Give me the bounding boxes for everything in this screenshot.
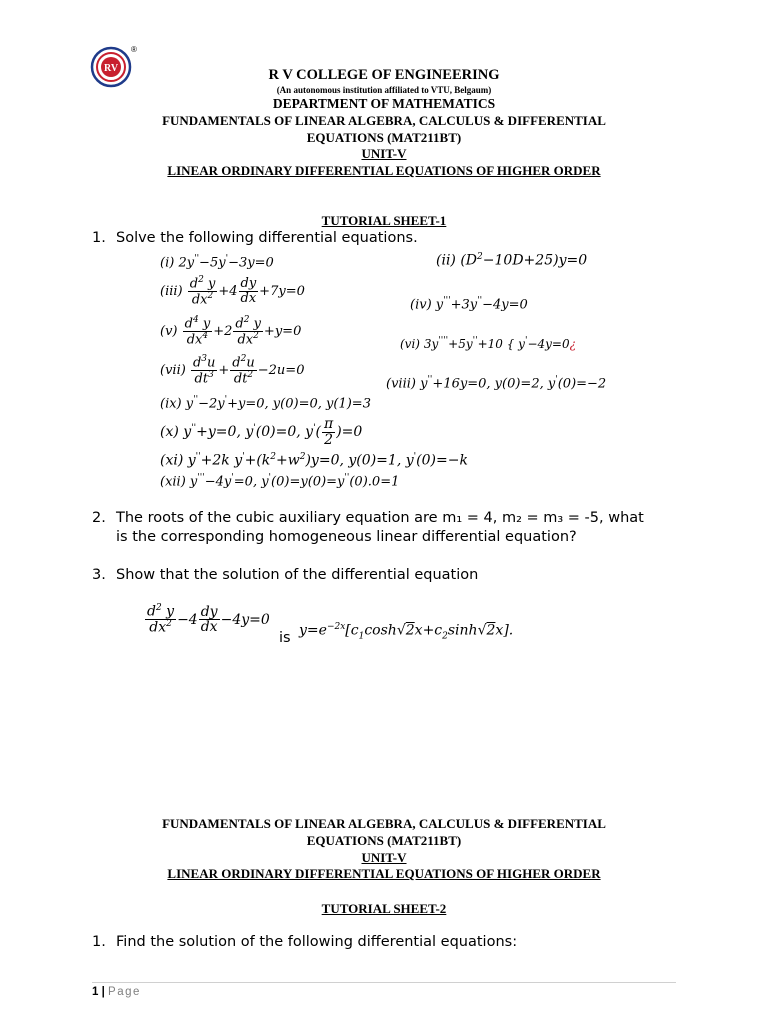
footer-divider bbox=[92, 982, 676, 983]
question-2 bbox=[92, 510, 644, 526]
course-title-line2-sheet2: EQUATIONS (MAT211BT) bbox=[306, 833, 462, 848]
sheet2-question-1 bbox=[92, 934, 517, 950]
equation-viii: (viii) y''+16y=0, y(0)=2, y'(0)=−2 bbox=[386, 375, 607, 392]
equation-vi: (vi) 3y''''+5y''+10 { y'−4y=0¿ bbox=[400, 336, 577, 351]
equation-x: (x) y''+y=0, y'(0)=0, y'( $\frac{\pi}{2}$ )=0 bbox=[160, 416, 363, 448]
course-title-line2: EQUATIONS (MAT211BT) bbox=[306, 130, 462, 145]
page-number: 1 bbox=[92, 986, 99, 998]
affiliation-note: (An autonomous institution affiliated to VTU, Belgaum) bbox=[276, 85, 492, 95]
equation-ix: (ix) y''−2y'+y=0, y(0)=0, y(1)=3 bbox=[160, 395, 371, 412]
question-2-line2: is the corresponding homogeneous linear differential equation? bbox=[116, 529, 577, 545]
solution-q3: $y=e^{-2x}[c_1\cosh√2x+c_2\sinh√2x]$. bbox=[299, 622, 514, 642]
question-3 bbox=[92, 567, 478, 583]
equation-i: (i) 2y''−5y'−3y=0 bbox=[160, 254, 274, 271]
tutorial-sheet-2-title: TUTORIAL SHEET-2 bbox=[321, 901, 447, 916]
logo-registered-mark: ® bbox=[131, 45, 137, 54]
equation-xii: (xii) y'''−4y'=0, y'(0)=y(0)=y''(0).0=1 bbox=[160, 473, 400, 490]
college-name: R V COLLEGE OF ENGINEERING bbox=[268, 67, 500, 83]
course-title-line1-sheet2: FUNDAMENTALS OF LINEAR ALGEBRA, CALCULUS & DIFFERENTIAL bbox=[162, 816, 606, 831]
question-number: 2. bbox=[92, 510, 106, 526]
unit-label: UNIT-V bbox=[361, 146, 407, 161]
page-footer bbox=[92, 986, 141, 998]
course-title-line1: FUNDAMENTALS OF LINEAR ALGEBRA, CALCULUS & DIFFERENTIAL bbox=[162, 113, 606, 128]
footer-separator: | bbox=[101, 986, 105, 998]
equation-q3: $\frac{d^2 y}{dx^2}$ −4 $\frac{dy}{dx}$ −4y=0 bbox=[147, 603, 270, 636]
equation-ii: (ii) $(D^2-10D+25)y=0$ bbox=[436, 252, 588, 269]
equation-iv: (iv) y'''+3y''−4y=0 bbox=[410, 296, 528, 313]
question-number: 3. bbox=[92, 567, 106, 583]
equation-iii: (iii) $\frac{d^2 y}{dx^2}$ +4 $\frac{dy}{dx}$ +7y=0 bbox=[160, 275, 305, 308]
question-text: Show that the solution of the differential equation bbox=[116, 567, 479, 583]
department-name: DEPARTMENT OF MATHEMATICS bbox=[272, 96, 496, 111]
page-word: Page bbox=[108, 986, 141, 998]
topic-title-sheet2: LINEAR ORDINARY DIFFERENTIAL EQUATIONS OF HIGHER ORDER bbox=[167, 866, 601, 881]
unit-label-sheet2: UNIT-V bbox=[361, 850, 407, 865]
question-number: 1. bbox=[92, 230, 106, 246]
question-text-line1: The roots of the cubic auxiliary equation are m₁ = 4, m₂ = m₃ = -5, what bbox=[116, 510, 644, 526]
is-word: is bbox=[279, 630, 291, 646]
question-1 bbox=[92, 230, 418, 246]
logo-text: RV bbox=[103, 63, 119, 74]
equation-xi: (xi) y''+2k $y'+(k^2+w^2)y=0$, y(0)=1, y'(0)=−k bbox=[160, 452, 468, 469]
question-text: Find the solution of the following differential equations: bbox=[116, 934, 518, 950]
equation-v: (v) $\frac{d^4 y}{dx^4}$ +2 $\frac{d^2 y}{dx^2}$ +y=0 bbox=[160, 315, 302, 348]
question-text: Solve the following differential equations. bbox=[116, 230, 418, 246]
topic-title: LINEAR ORDINARY DIFFERENTIAL EQUATIONS OF HIGHER ORDER bbox=[167, 163, 601, 178]
tutorial-sheet-1-title: TUTORIAL SHEET-1 bbox=[321, 213, 447, 228]
equation-vii: (vii) $\frac{d^3u}{dt^3}$ + $\frac{d^2u}{dt^2}$ −2u=0 bbox=[160, 354, 305, 387]
question-number: 1. bbox=[92, 934, 106, 950]
